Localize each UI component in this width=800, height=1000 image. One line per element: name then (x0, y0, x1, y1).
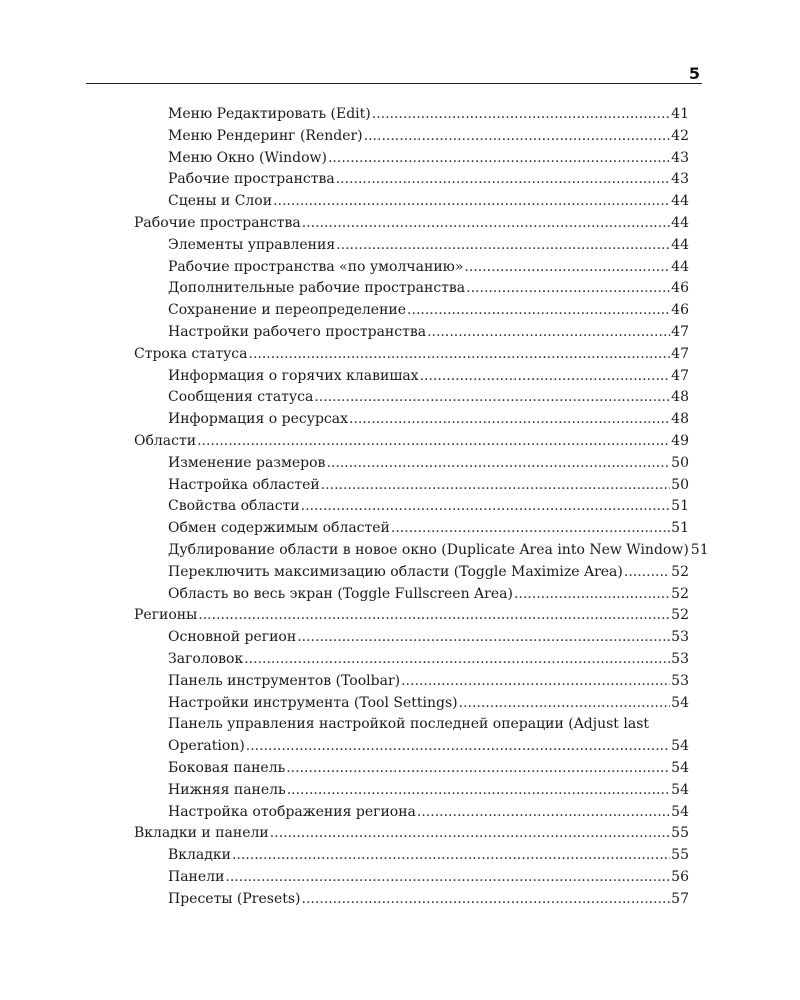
toc-entry-title: Основной регион (168, 629, 297, 646)
dot-leader (286, 758, 670, 780)
toc-entry[interactable] (134, 213, 689, 235)
toc-entry[interactable] (134, 758, 689, 780)
toc-entry[interactable] (134, 845, 689, 867)
toc-entry-title: Изменение размеров (168, 454, 326, 471)
toc-entry[interactable] (134, 104, 689, 126)
toc-entry-title: Настройка областей (168, 476, 320, 493)
toc-entry[interactable] (134, 322, 689, 344)
toc-entry-page: 43 (671, 149, 689, 166)
toc-entry-title: Информация о горячих клавишах (168, 367, 419, 384)
dot-leader (198, 605, 670, 627)
toc-entry-title: Вкладки и панели (134, 825, 269, 842)
toc-entry[interactable] (134, 387, 689, 409)
toc-entry[interactable] (134, 409, 689, 431)
toc-entry[interactable] (134, 278, 689, 300)
toc-entry-title: Рабочие пространства (134, 214, 301, 231)
toc-entry-page: 47 (671, 345, 689, 362)
toc-entry[interactable] (134, 366, 689, 388)
toc-entry-page: 46 (671, 302, 689, 319)
toc-entry-title: Настройка отображения региона (168, 803, 416, 820)
toc-entry-page: 53 (671, 629, 689, 646)
dot-leader (232, 845, 670, 867)
dot-leader (225, 867, 670, 889)
toc-entry-page: 51 (671, 498, 689, 515)
toc-entry-page: 55 (671, 847, 689, 864)
toc-entry[interactable] (134, 540, 709, 562)
toc-entry-page: 54 (671, 738, 689, 755)
toc-entry-page: 41 (671, 106, 689, 122)
toc-entry[interactable] (134, 475, 689, 497)
toc-entry[interactable] (134, 169, 689, 191)
toc-entry-page: 48 (671, 411, 689, 428)
toc-entry-title: Пресеты (Presets) (168, 890, 301, 907)
toc-entry-title: Нижняя панель (168, 781, 286, 798)
toc-entry[interactable] (134, 867, 689, 889)
dot-leader (301, 496, 671, 518)
toc-entry-page: 56 (671, 868, 689, 885)
page-number: 5 (688, 64, 700, 83)
toc-entry[interactable] (134, 627, 689, 649)
toc-entry-page: 51 (671, 520, 689, 537)
toc-entry-title: Переключить максимизацию области (Toggle Maximize Area) (168, 563, 623, 580)
toc-entry-title: Operation) (168, 738, 245, 755)
toc-entry[interactable] (134, 344, 689, 366)
toc-entry-title: Строка статуса (134, 345, 248, 362)
dot-leader (249, 344, 671, 366)
dot-leader (401, 671, 670, 693)
dot-leader (407, 300, 670, 322)
dot-leader (273, 191, 670, 213)
toc-entry-page: 47 (671, 367, 689, 384)
dot-leader (464, 257, 670, 279)
toc-entry-title: Настройки рабочего пространства (168, 323, 427, 340)
dot-leader (246, 736, 670, 758)
toc-entry-title: Рабочие пространства «по умолчанию» (168, 258, 464, 275)
toc-entry-page: 50 (671, 476, 689, 493)
toc-entry-title: Дублирование области в новое окно (Duplicate Area into New Window) (168, 541, 689, 558)
toc-entry-title: Обмен содержимым областей (168, 520, 390, 537)
toc-entry[interactable] (134, 235, 689, 257)
toc-entry[interactable] (134, 300, 689, 322)
table-of-contents (134, 104, 709, 910)
toc-entry-title: Дополнительные рабочие пространства (168, 280, 466, 297)
toc-entry[interactable] (134, 671, 689, 693)
dot-leader (420, 366, 671, 388)
dot-leader (336, 235, 670, 257)
toc-entry-page: 44 (671, 236, 689, 253)
toc-entry[interactable] (134, 518, 689, 540)
toc-entry[interactable] (134, 802, 689, 824)
toc-entry-title: Боковая панель (168, 759, 286, 776)
toc-entry[interactable] (134, 453, 689, 475)
toc-entry-title: Информация о ресурсах (168, 411, 348, 428)
dot-leader (302, 889, 671, 911)
dot-leader (270, 823, 670, 845)
toc-entry-page: 54 (671, 803, 689, 820)
toc-entry-title: Рабочие пространства (168, 171, 335, 188)
toc-entry[interactable] (134, 714, 689, 758)
toc-entry-title: Меню Окно (Window) (168, 149, 327, 166)
toc-entry-title: Настройки инструмента (Tool Settings) (168, 694, 458, 711)
dot-leader (297, 627, 670, 649)
header-rule (86, 83, 702, 84)
dot-leader (391, 518, 670, 540)
toc-entry[interactable] (134, 148, 689, 170)
toc-entry-page: 55 (671, 825, 689, 842)
toc-entry-title: Вкладки (168, 847, 231, 864)
dot-leader (326, 453, 670, 475)
dot-leader (349, 409, 670, 431)
toc-entry-page: 52 (671, 585, 689, 602)
toc-entry[interactable] (134, 584, 689, 606)
toc-entry[interactable] (134, 823, 689, 845)
toc-entry-title: Панель инструментов (Toolbar) (168, 672, 401, 689)
toc-entry[interactable] (134, 257, 689, 279)
toc-entry-title: Элементы управления (168, 236, 336, 253)
dot-leader (244, 649, 670, 671)
toc-entry-page: 48 (671, 389, 689, 406)
dot-leader (514, 584, 670, 606)
toc-entry-title: Меню Редактировать (Edit) (168, 106, 371, 122)
toc-entry[interactable] (134, 693, 689, 715)
toc-entry-page: 54 (671, 694, 689, 711)
toc-entry-page: 44 (671, 193, 689, 210)
toc-entry-page: 42 (671, 127, 689, 144)
toc-entry[interactable] (134, 605, 689, 627)
dot-leader (624, 562, 670, 584)
toc-entry-page: 43 (671, 171, 689, 188)
toc-entry-title: Сохранение и переопределение (168, 302, 407, 319)
toc-entry-title: Регионы (134, 607, 198, 624)
dot-leader (364, 126, 671, 148)
toc-entry-title: Панели (168, 868, 225, 885)
toc-entry[interactable] (134, 649, 689, 671)
dot-leader (459, 693, 671, 715)
toc-entry-page: 57 (671, 890, 689, 907)
dot-leader (328, 148, 670, 170)
dot-leader (372, 104, 670, 126)
toc-entry[interactable] (134, 431, 689, 453)
dot-leader (314, 387, 670, 409)
toc-entry-page: 46 (671, 280, 689, 297)
toc-entry-page: 54 (671, 781, 689, 798)
toc-entry-title-line: Панель управления настройкой последней операции (Adjust last (168, 716, 650, 733)
dot-leader (321, 475, 670, 497)
dot-leader (466, 278, 670, 300)
toc-entry-title: Сообщения статуса (168, 389, 314, 406)
toc-entry-page: 54 (671, 759, 689, 776)
toc-entry-page: 44 (671, 258, 689, 275)
dot-leader (336, 169, 670, 191)
toc-entry-page: 52 (671, 607, 689, 624)
toc-entry[interactable] (134, 889, 689, 911)
toc-entry[interactable] (134, 496, 689, 518)
toc-entry-page: 52 (671, 563, 689, 580)
toc-entry-page: 44 (671, 214, 689, 231)
toc-entry[interactable] (134, 780, 689, 802)
dot-leader (417, 802, 670, 824)
toc-entry-title: Области (134, 432, 197, 449)
toc-entry-page: 53 (671, 672, 689, 689)
dot-leader (427, 322, 670, 344)
dot-leader (197, 431, 670, 453)
toc-entry[interactable] (134, 191, 689, 213)
dot-leader (287, 780, 670, 802)
toc-entry-page: 50 (671, 454, 689, 471)
toc-entry-title: Область во весь экран (Toggle Fullscreen Area) (168, 585, 513, 602)
dot-leader (302, 213, 670, 235)
toc-entry[interactable] (134, 562, 689, 584)
toc-entry-title: Меню Рендеринг (Render) (168, 127, 363, 144)
toc-entry-title: Свойства области (168, 498, 300, 515)
toc-entry-page: 53 (671, 650, 689, 667)
toc-entry-page: 51 (690, 541, 709, 558)
toc-entry-page: 49 (671, 432, 689, 449)
toc-entry-page: 47 (671, 323, 689, 340)
toc-entry-title: Заголовок (168, 650, 244, 667)
toc-entry[interactable] (134, 126, 689, 148)
toc-entry-title: Сцены и Слои (168, 193, 273, 210)
